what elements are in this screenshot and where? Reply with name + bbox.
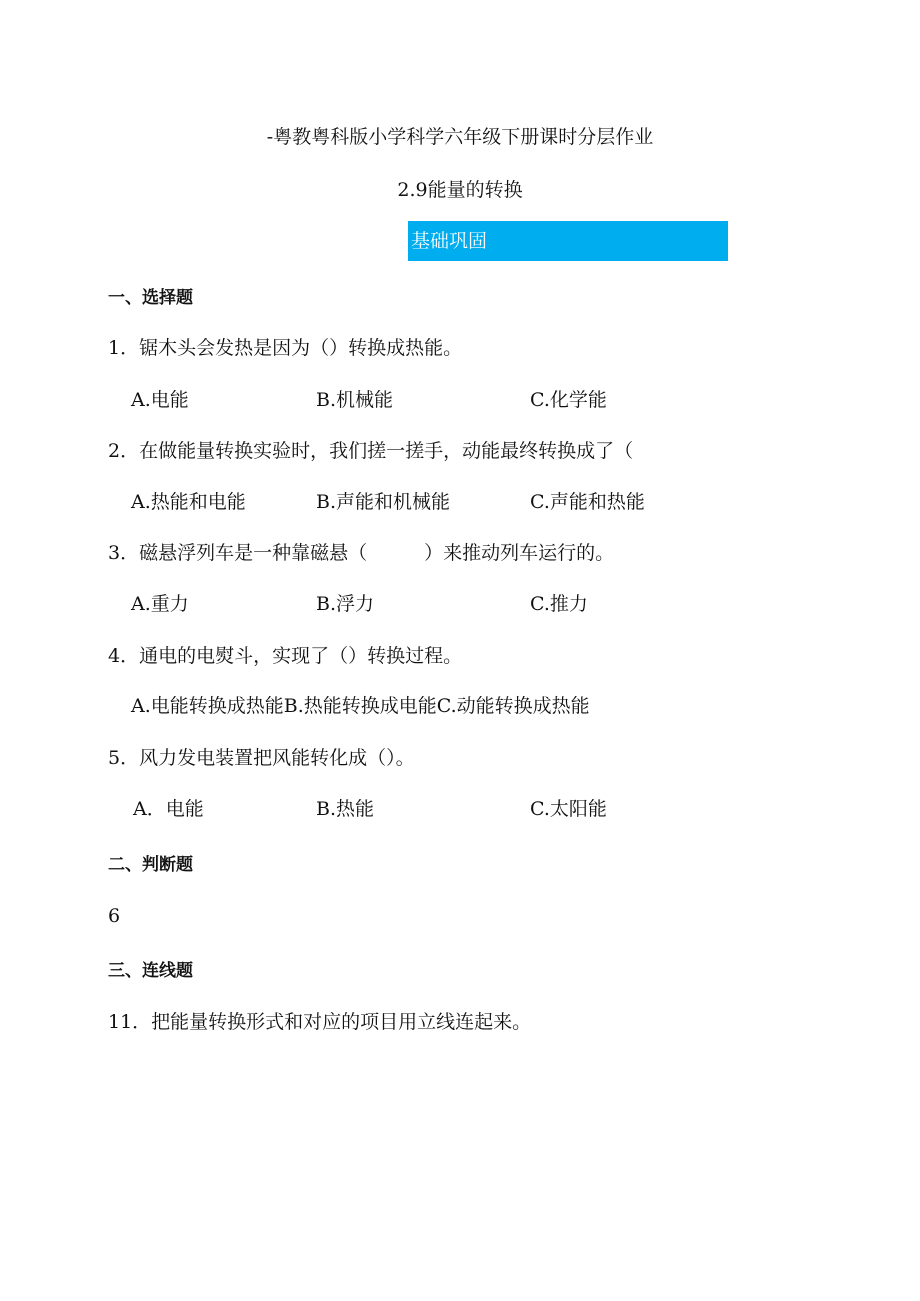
lesson-title: 2.9能量的转换 bbox=[397, 179, 523, 201]
section-heading-judge: 二、判断题 bbox=[108, 855, 193, 875]
section-heading-choice: 一、选择题 bbox=[108, 288, 193, 308]
question-2: 2．在做能量转换实验时，我们搓一搓手，动能最终转换成了（ bbox=[108, 440, 634, 462]
question-4: 4．通电的电熨斗，实现了（）转换过程。 bbox=[108, 645, 463, 667]
question-5-option-a: A．电能 bbox=[133, 798, 204, 820]
question-1: 1．锯木头会发热是因为（）转换成热能。 bbox=[108, 337, 463, 359]
judge-item: 6 bbox=[108, 905, 121, 927]
question-3-option-c: C.推力 bbox=[530, 593, 588, 615]
question-3: 3．磁悬浮列车是一种靠磁悬（ ）来推动列车运行的。 bbox=[108, 542, 615, 564]
matching-question: 11．把能量转换形式和对应的项目用立线连起来。 bbox=[108, 1011, 532, 1033]
question-1-option-b: B.机械能 bbox=[316, 389, 394, 411]
section-heading-matching: 三、连线题 bbox=[108, 961, 193, 981]
question-2-option-c: C.声能和热能 bbox=[530, 491, 645, 513]
question-1-option-c: C.化学能 bbox=[530, 389, 607, 411]
question-5-option-c: C.太阳能 bbox=[530, 798, 607, 820]
question-5: 5．风力发电装置把风能转化成（）。 bbox=[108, 747, 415, 769]
section-banner bbox=[408, 221, 728, 261]
question-1-option-a: A.电能 bbox=[131, 389, 189, 411]
banner-label: 基础巩固 bbox=[411, 230, 488, 252]
question-3-option-b: B.浮力 bbox=[316, 593, 375, 615]
question-5-option-b: B.热能 bbox=[316, 798, 375, 820]
page-title: -粤教粤科版小学科学六年级下册课时分层作业 bbox=[266, 126, 654, 148]
question-4-options: A.电能转换成热能B.热能转换成电能C.动能转换成热能 bbox=[131, 695, 590, 717]
question-2-option-b: B.声能和机械能 bbox=[316, 491, 451, 513]
question-3-option-a: A.重力 bbox=[131, 593, 189, 615]
question-2-option-a: A.热能和电能 bbox=[131, 491, 246, 513]
